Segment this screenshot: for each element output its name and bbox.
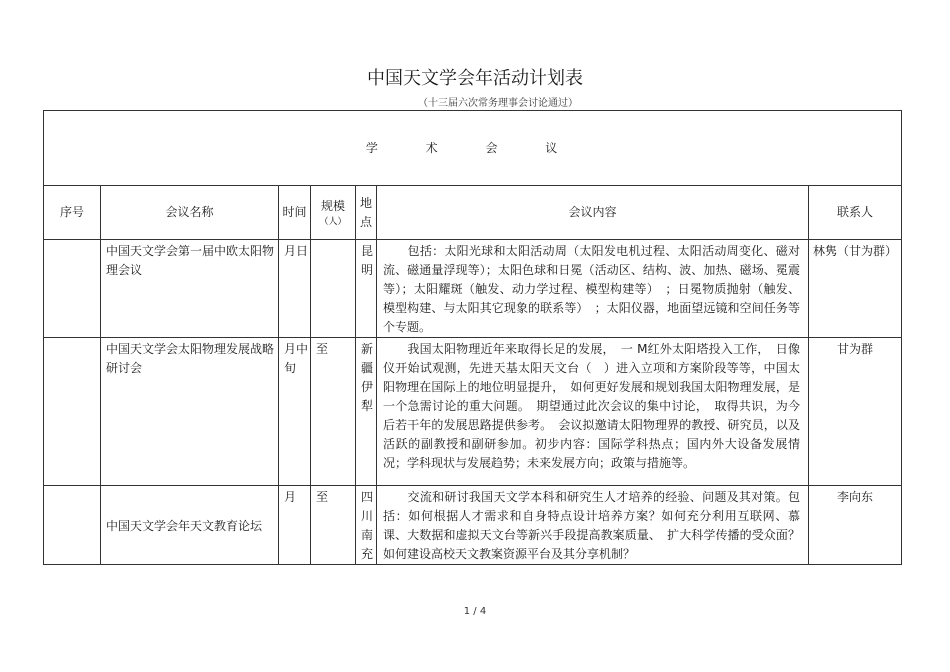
table-row: [44, 240, 902, 338]
cell-contact: 甘为群: [809, 338, 902, 486]
cell-scale: 至: [311, 486, 356, 565]
header-time: 时间: [279, 186, 311, 240]
cell-time: 月日: [279, 240, 311, 338]
header-contact: 联系人: [809, 186, 902, 240]
cell-content: 包括：太阳光球和太阳活动周（太阳发电机过程、太阳活动周变化、磁对流、磁通量浮现等）；太阳色球和日冕（活动区、结构、波、加热、磁场、冕震等）；太阳耀斑（触发、动力学过程、模型构建等） ；日冕物质抛射（触发、模型构建、与太阳其它现象的联系等） ；太阳仪器，地面望远镜和空间任务等个专题。: [377, 240, 809, 338]
section-banner: 学 术 会 议: [44, 111, 902, 186]
cell-time: 月: [279, 486, 311, 565]
cell-index: [44, 240, 101, 338]
header-place: 地点: [356, 186, 377, 240]
cell-place: 四川南充: [356, 486, 377, 565]
document-title: 中国天文学会年活动计划表: [367, 68, 583, 89]
table-row: [44, 338, 902, 486]
header-scale: [311, 186, 356, 240]
cell-place: 昆明: [356, 240, 377, 338]
cell-scale: 至: [311, 338, 356, 486]
cell-content: 我国太阳物理近年来取得长足的发展， 一 M红外太阳塔投入工作， 日像仪开始试观测，先进天基太阳天文台（ ）进入立项和方案阶段等等，中国太阳物理在国际上的地位明显提升， 如何更好发展和规划我国太阳物理发展，是一个急需讨论的重大问题。 期望通过此次会议的集中讨论， 取得共识，为今后若干年的发展思路提供参考。 会议拟邀请太阳物理界的教授、研究员，以及活跃的副教授和副研参加。初步内容：国际学科热点；国内外大设备发展情况；学科现状与发展趋势；未来发展方向；政策与措施等。: [377, 338, 809, 486]
header-scale-label: 规模: [320, 199, 345, 213]
cell-contact: 林隽（甘为群）: [809, 240, 902, 338]
header-index: 序号: [44, 186, 101, 240]
cell-contact: 李向东: [809, 486, 902, 565]
header-content: 会议内容: [377, 186, 809, 240]
cell-meeting-name: 中国天文学会太阳物理发展战略研讨会: [101, 338, 279, 486]
header-name: 会议名称: [101, 186, 279, 240]
activity-plan-table: [43, 110, 902, 565]
header-scale-unit: （人）: [319, 217, 347, 227]
cell-scale: [311, 240, 356, 338]
cell-meeting-name: 中国天文学会第一届中欧太阳物理会议: [101, 240, 279, 338]
cell-place: 新疆伊犁: [356, 338, 377, 486]
cell-index: [44, 338, 101, 486]
table-row: [44, 486, 902, 565]
cell-content: 交流和研讨我国天文学本科和研究生人才培养的经验、问题及其对策。包括：如何根据人才需求和自身特点设计培养方案？如何充分利用互联网、慕课、大数据和虚拟天文台等新兴手段提高教案质量、 扩大科学传播的受众面？如何建设高校天文教案资源平台及其分享机制？: [377, 486, 809, 565]
cell-meeting-name: 中国天文学会年天文教育论坛: [101, 486, 279, 565]
table-header-row: [44, 186, 902, 240]
cell-time: 月中旬: [279, 338, 311, 486]
document-subtitle: （十三届六次常务理事会讨论通过）: [418, 98, 578, 109]
cell-index: [44, 486, 101, 565]
page-number: 1 / 4: [463, 606, 487, 617]
